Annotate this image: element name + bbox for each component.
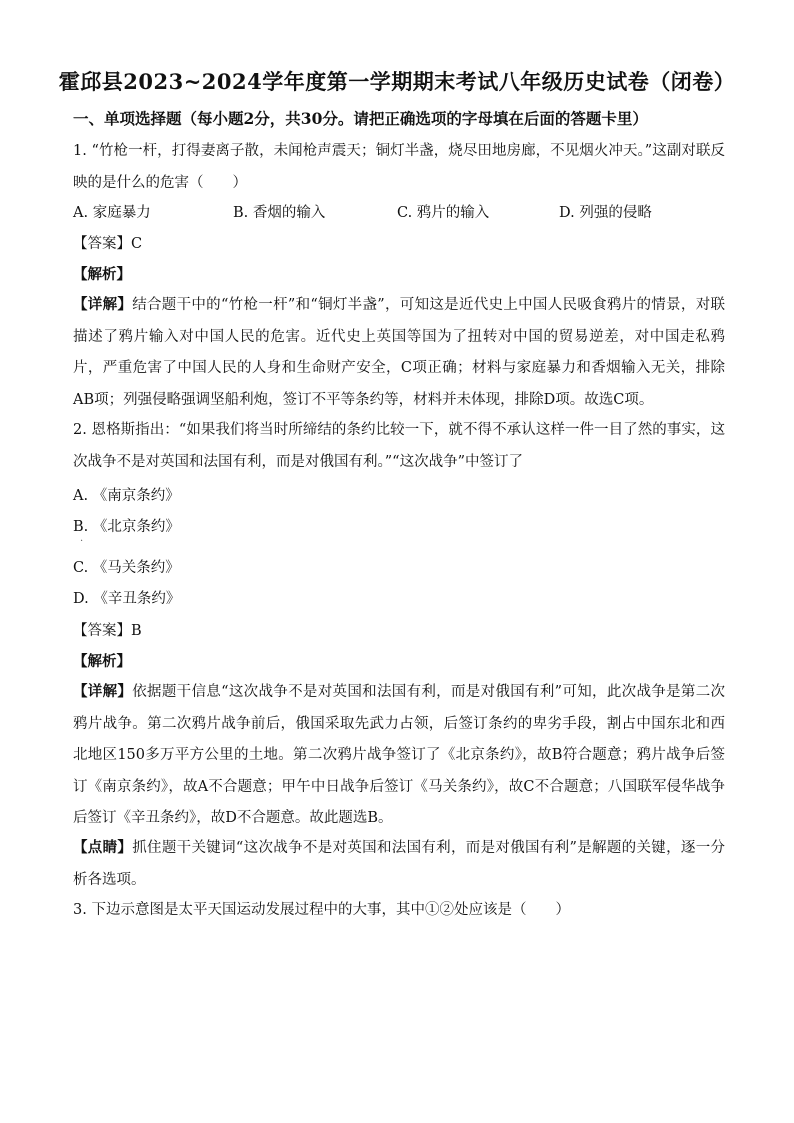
q2-point-label: 【点睛】: [73, 839, 133, 856]
q1-detail: [73, 289, 725, 416]
q2-detail-label: 【详解】: [73, 683, 133, 700]
q2-option-a: A. 《南京条约》: [73, 488, 180, 504]
q2-option-d: D. 《辛丑条约》: [73, 591, 181, 607]
stray-mark: ·: [80, 536, 84, 547]
q2-stem: 2. 恩格斯指出：“如果我们将当时所缔结的条约比较一下，就不得不承认这样一件一目了然的事实，这次战争不是对英国和法国有利，而是对俄国有利。”“这次战争”中签订了: [73, 422, 725, 470]
q2-key-point: [73, 832, 725, 896]
q2-analysis-label: 【解析】: [73, 653, 131, 670]
q1-stem: 1. “竹枪一杆，打得妻离子散，未闻枪声震天；铜灯半盏，烧尽田地房廊，不见烟火冲天。”这副对联反映的是什么的危害（ ）: [73, 143, 725, 191]
q2-point-text: 抓住题干关键词“这次战争不是对英国和法国有利，而是对俄国有利”是解题的关键，逐一分析各选项。: [73, 840, 726, 888]
q1-option-d: D. 列强的侵略: [559, 205, 652, 221]
q2-answer: 【答案】B: [73, 623, 142, 639]
q2-detail-text: 依据题干信息“这次战争不是对英国和法国有利，而是对俄国有利”可知，此次战争是第二次鸦片战争。第二次鸦片战争前后，俄国采取先武力占领，后签订条约的卑劣手段，割占中国东北和西北地区150多万平方公里的土地。第二次鸦片战争签订了《北京条约》，故B符合题意；鸦片战争后签订《南京条约》，故A不合题意；甲午中日战争后签订《马关条约》，故C不合题意；八国联军侵华战争后签订《辛丑条约》，故D不合题意。故此题选B。: [73, 684, 726, 826]
section-heading: 一、单项选择题（每小题2分，共30分。请把正确选项的字母填在后面的答题卡里）: [73, 109, 648, 128]
q1-detail-text: 结合题干中的“竹枪一杆”和“铜灯半盏”，可知这是近代史上中国人民吸食鸦片的情景，对联描述了鸦片输入对中国人民的危害。近代史上英国等国为了扭转对中国的贸易逆差，对中国走私鸦片，严重危害了中国人民的人身和生命财产安全，C项正确；材料与家庭暴力和香烟输入无关，排除AB项；列强侵略强调坚船利炮，签订不平等条约等，材料并未体现，排除D项。故选C项。: [73, 297, 725, 408]
q2-option-c: C. 《马关条约》: [73, 560, 180, 576]
q1-answer: 【答案】C: [73, 236, 143, 252]
q1-option-a: A. 家庭暴力: [73, 205, 151, 221]
q1-detail-label: 【详解】: [73, 296, 133, 313]
q1-option-c: C. 鸦片的输入: [397, 205, 490, 221]
document-title: 霍邱县2023~2024学年度第一学期期末考试八年级历史试卷（闭卷）: [58, 69, 736, 94]
q2-detail: [73, 676, 725, 835]
q2-option-b: B. 《北京条约》: [73, 519, 180, 535]
q1-option-b: B. 香烟的输入: [233, 205, 326, 221]
q1-analysis-label: 【解析】: [73, 266, 131, 283]
q3-stem: 3. 下边示意图是太平天国运动发展过程中的大事，其中①②处应该是（ ）: [73, 902, 570, 918]
